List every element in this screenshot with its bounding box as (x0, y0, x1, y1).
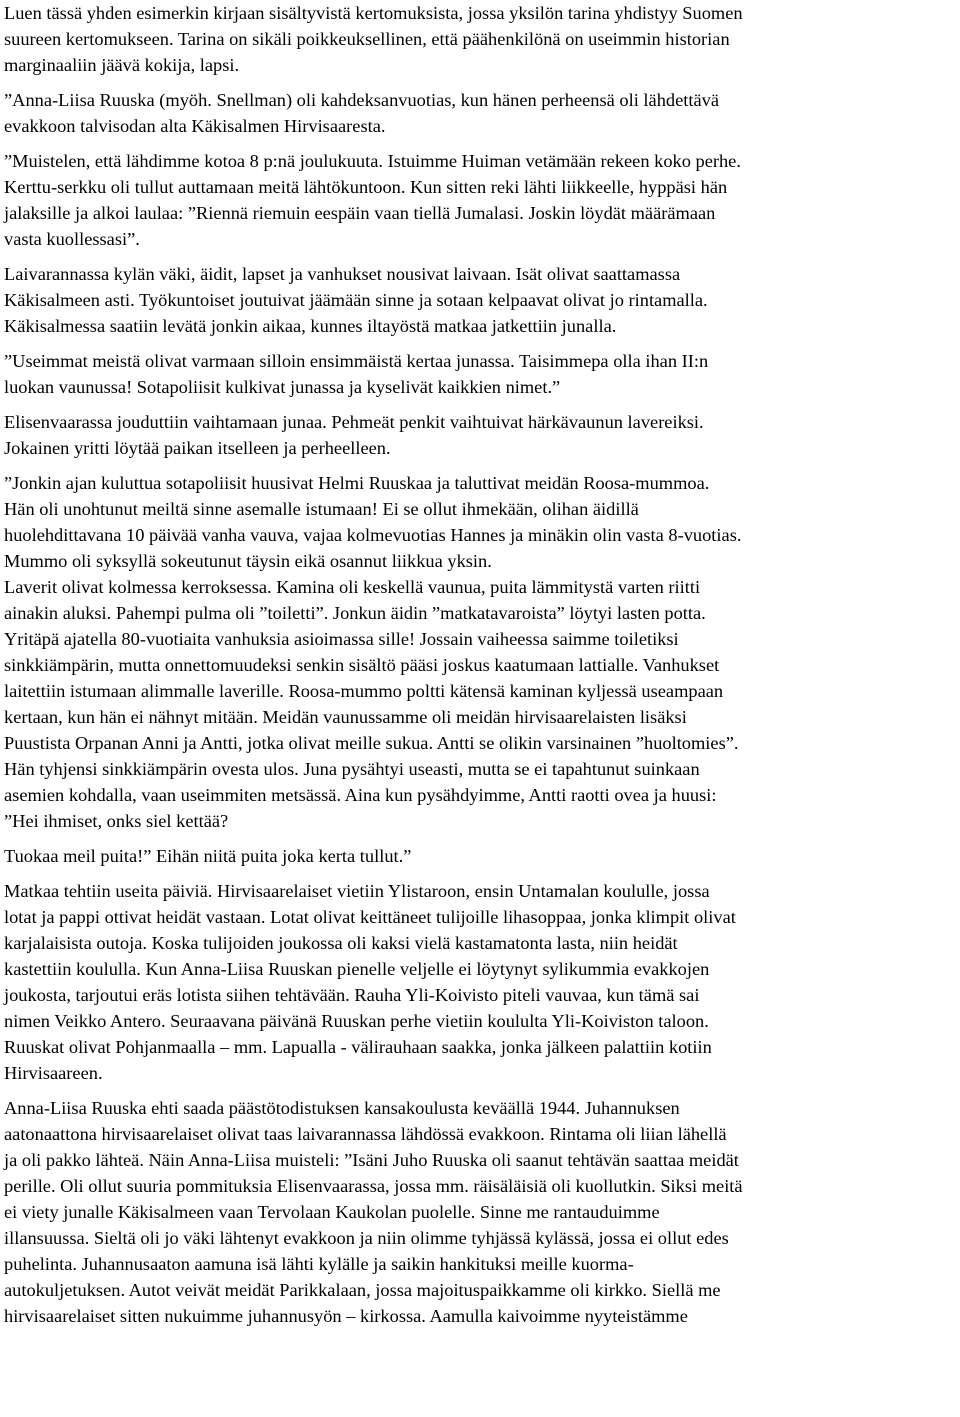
text-line: suureen kertomukseen. Tarina on sikäli poikkeuksellinen, että päähenkilönä on useimmin historian (4, 29, 730, 49)
text-line: marginaaliin jäävä kokija, lapsi. (4, 55, 240, 75)
paragraph-gap (4, 78, 958, 87)
text-line: sinkkiämpärin, mutta onnettomuudeksi senkin sisältö pääsi joskus kaatumaan lattialle. Vanhukset (4, 655, 720, 675)
paragraph (4, 878, 958, 1086)
paragraph (4, 261, 958, 339)
text-line: illansuussa. Sieltä oli jo väki lähtenyt evakkoon ja niin olimme tyhjässä kylässä, jossa ei ollut edes (4, 1228, 729, 1248)
paragraph-gap (4, 400, 958, 409)
text-line: lotat ja pappi ottivat heidät vastaan. Lotat olivat keittäneet tulijoille lihasoppaa, jonka klimpit olivat (4, 907, 736, 927)
text-line: aatonaattona hirvisaarelaiset olivat taas laivarannassa lähdössä evakkoon. Rintama oli liian lähellä (4, 1124, 727, 1144)
text-line: Luen tässä yhden esimerkin kirjaan sisältyvistä kertomuksista, jossa yksilön tarina yhdistyy Suomen (4, 3, 743, 23)
text-line: evakkoon talvisodan alta Käkisalmen Hirvisaaresta. (4, 116, 386, 136)
text-line: puhelinta. Juhannusaaton aamuna isä lähti kylälle ja saikin hankituksi meille kuorma- (4, 1254, 634, 1274)
text-line: Matkaa tehtiin useita päiviä. Hirvisaarelaiset vietiin Ylistaroon, ensin Untamalan koululle, jossa (4, 881, 710, 901)
text-line: ainakin aluksi. Pahempi pulma oli ”toiletti”. Jonkun äidin ”matkatavaroista” löytyi lasten potta. (4, 603, 706, 623)
text-line: ”Useimmat meistä olivat varmaan silloin ensimmäistä kertaa junassa. Taisimmepa olla ihan II:n (4, 351, 709, 371)
text-line: ”Muistelen, että lähdimme kotoa 8 p:nä joulukuuta. Istuimme Huiman vetämään rekeen koko perhe. (4, 151, 741, 171)
text-line: Käkisalmeen asti. Työkuntoiset joutuivat jäämään sinne ja sotaan kelpaavat olivat jo rintamalla. (4, 290, 708, 310)
text-line: kastettiin koululla. Kun Anna-Liisa Ruuskan pienelle veljelle ei löytynyt sylikummia evakkojen (4, 959, 710, 979)
text-line: vasta kuollessasi”. (4, 229, 140, 249)
text-line: joukosta, tarjoutui eräs lotista siihen tehtävään. Rauha Yli-Koivisto piteli vauvaa, kun tämä sai (4, 985, 700, 1005)
paragraph-gap (4, 139, 958, 148)
text-line: karjalaisista outoja. Koska tulijoiden joukossa oli kaksi vielä kastamatonta lasta, niin heidät (4, 933, 678, 953)
paragraph-gap (4, 869, 958, 878)
text-line: Kerttu-serkku oli tullut auttamaan meitä lähtökuntoon. Kun sitten reki lähti liikkeelle, hyppäsi hän (4, 177, 728, 197)
text-line: ei viety junalle Käkisalmeen vaan Tervolaan Kaukolan puolelle. Sinne me rantauduimme (4, 1202, 660, 1222)
text-line: Hirvisaareen. (4, 1063, 103, 1083)
document-page (4, 0, 958, 1329)
paragraph (4, 470, 958, 834)
text-line: autokuljetuksen. Autot veivät meidät Parikkalaan, jossa majoituspaikkamme oli kirkko. Siellä me (4, 1280, 721, 1300)
paragraph (4, 843, 958, 869)
text-line: huolehdittavana 10 päivää vanha vauva, vajaa kolmevuotias Hannes ja minäkin olin vasta 8-vuotias. (4, 525, 742, 545)
text-line: kertaan, kun hän ei nähnyt mitään. Meidän vaunussamme oli meidän hirvisaarelaisten lisäksi (4, 707, 687, 727)
text-line: Tuokaa meil puita!” Eihän niitä puita joka kerta tullut.” (4, 846, 412, 866)
text-line: Puustista Orpanan Anni ja Antti, jotka olivat meille sukua. Antti se olikin varsinainen ”huoltomies”. (4, 733, 739, 753)
text-line: Ruuskat olivat Pohjanmaalla – mm. Lapualla - välirauhaan saakka, jonka jälkeen palattiin kotiin (4, 1037, 712, 1057)
paragraph (4, 348, 958, 400)
paragraph (4, 409, 958, 461)
text-line: nimen Veikko Antero. Seuraavana päivänä Ruuskan perhe vietiin koululta Yli-Koiviston taloon. (4, 1011, 709, 1031)
text-line: jalaksille ja alkoi laulaa: ”Riennä riemuin eespäin vaan tiellä Jumalasi. Joskin löydät määrämaan (4, 203, 716, 223)
text-line: ja oli pakko lähteä. Näin Anna-Liisa muisteli: ”Isäni Juho Ruuska oli saanut tehtävän saattaa meidät (4, 1150, 739, 1170)
text-line: Hän oli unohtunut meiltä sinne asemalle istumaan! Ei se ollut ihmekään, olihan äidillä (4, 499, 639, 519)
paragraph (4, 87, 958, 139)
text-line: Elisenvaarassa jouduttiin vaihtamaan junaa. Pehmeät penkit vaihtuivat härkävaunun lavereiksi. (4, 412, 704, 432)
text-line: luokan vaunussa! Sotapoliisit kulkivat junassa ja kyselivät kaikkien nimet.” (4, 377, 561, 397)
text-line: Käkisalmessa saatiin levätä jonkin aikaa, kunnes iltayöstä matkaa jatkettiin junalla. (4, 316, 617, 336)
paragraph (4, 148, 958, 252)
paragraph (4, 0, 958, 78)
text-line: asemien kohdalla, vaan useimmiten metsässä. Aina kun pysähdyimme, Antti raotti ovea ja huusi: (4, 785, 717, 805)
text-line: ”Anna-Liisa Ruuska (myöh. Snellman) oli kahdeksanvuotias, kun hänen perheensä oli lähdettävä (4, 90, 719, 110)
paragraph-gap (4, 252, 958, 261)
paragraph-gap (4, 461, 958, 470)
paragraph-gap (4, 834, 958, 843)
paragraph-gap (4, 339, 958, 348)
text-line: hirvisaarelaiset sitten nukuimme juhannusyön – kirkossa. Aamulla kaivoimme nyyteistämme (4, 1306, 688, 1326)
text-line: Laverit olivat kolmessa kerroksessa. Kamina oli keskellä vaunua, puita lämmitystä varten riitti (4, 577, 701, 597)
text-line: ”Jonkin ajan kuluttua sotapoliisit huusivat Helmi Ruuskaa ja taluttivat meidän Roosa-mummoa. (4, 473, 710, 493)
text-line: laitettiin istumaan alimmalle laverille. Roosa-mummo poltti kätensä kaminan kyljessä useampaan (4, 681, 724, 701)
text-line: perille. Oli ollut suuria pommituksia Elisenvaarassa, jossa mm. räisäläisiä oli kuollutkin. Siksi meitä (4, 1176, 743, 1196)
text-line: Jokainen yritti löytää paikan itselleen ja perheelleen. (4, 438, 391, 458)
text-line: Mummo oli syksyllä sokeutunut täysin eikä osannut liikkua yksin. (4, 551, 492, 571)
text-line: Anna-Liisa Ruuska ehti saada päästötodistuksen kansakoulusta keväällä 1944. Juhannuksen (4, 1098, 680, 1118)
text-line: Hän tyhjensi sinkkiämpärin ovesta ulos. Juna pysähtyi useasti, mutta se ei tapahtunut suinkaan (4, 759, 700, 779)
paragraph (4, 1095, 958, 1329)
text-line: ”Hei ihmiset, onks siel kettää? (4, 811, 229, 831)
text-line: Laivarannassa kylän väki, äidit, lapset ja vanhukset nousivat laivaan. Isät olivat saattamassa (4, 264, 681, 284)
text-line: Yritäpä ajatella 80-vuotiaita vanhuksia asioimassa sille! Jossain vaiheessa saimme toiletiksi (4, 629, 679, 649)
paragraph-gap (4, 1086, 958, 1095)
